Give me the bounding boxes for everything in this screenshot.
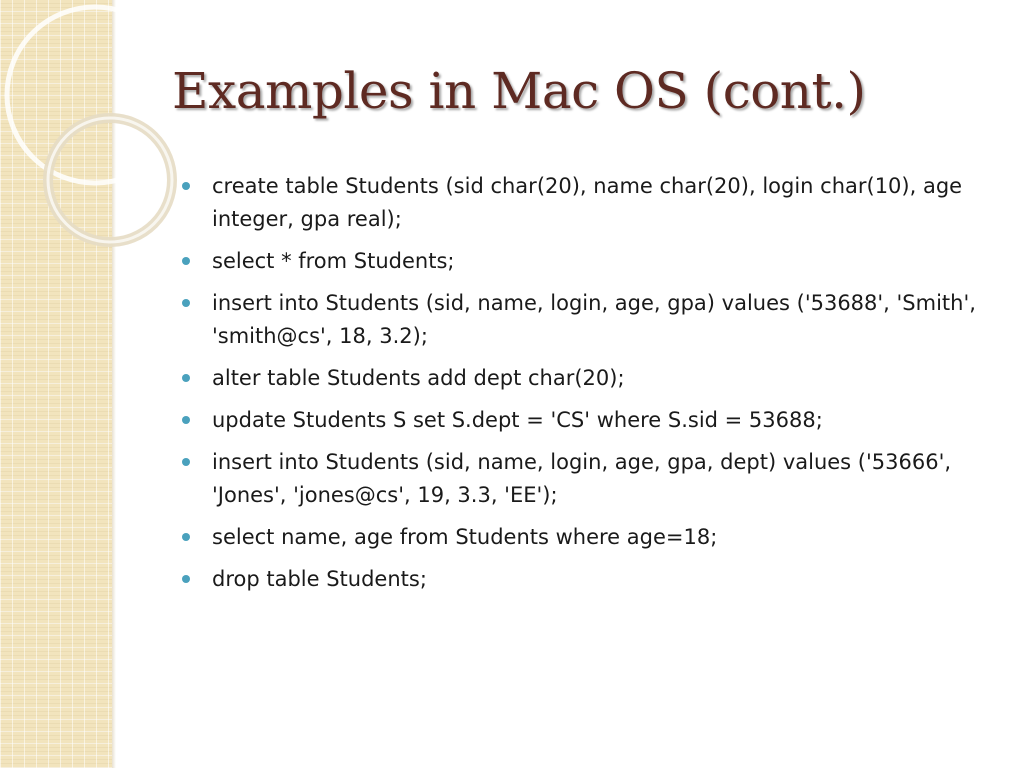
bullet-text: select * from Students; [212, 249, 455, 273]
bullet-text: drop table Students; [212, 567, 427, 591]
bullet-item [180, 446, 1000, 512]
bullet-text: insert into Students (sid, name, login, age, gpa, dept) values ('53666', 'Jones', 'jones@cs', 19, 3.3, 'EE'); [212, 450, 952, 507]
bullet-marker-icon [182, 182, 190, 190]
bullet-marker-icon [182, 257, 190, 265]
slide-title: Examples in Mac OS (cont.) [172, 62, 866, 120]
bullet-item [180, 245, 1000, 278]
bullet-text: select name, age from Students where age=18; [212, 525, 718, 549]
decorative-ring-top [7, 7, 183, 183]
bullet-item [180, 563, 1000, 596]
bullet-text: update Students S set S.dept = 'CS' where S.sid = 53688; [212, 408, 823, 432]
bullet-marker-icon [182, 458, 190, 466]
bullet-list [180, 170, 1000, 605]
bullet-text: insert into Students (sid, name, login, age, gpa) values ('53688', 'Smith', 'smith@cs', 18, 3.2); [212, 291, 976, 348]
bullet-marker-icon [182, 533, 190, 541]
bullet-item [180, 362, 1000, 395]
bullet-text: create table Students (sid char(20), name char(20), login char(10), age integer, gpa real); [212, 174, 963, 231]
bullet-marker-icon [182, 416, 190, 424]
bullet-text: alter table Students add dept char(20); [212, 366, 625, 390]
bullet-item [180, 170, 1000, 236]
bullet-item [180, 287, 1000, 353]
decorative-circles [0, 0, 200, 300]
bullet-marker-icon [182, 299, 190, 307]
bullet-item [180, 404, 1000, 437]
bullet-item [180, 521, 1000, 554]
bullet-marker-icon [182, 374, 190, 382]
bullet-marker-icon [182, 575, 190, 583]
